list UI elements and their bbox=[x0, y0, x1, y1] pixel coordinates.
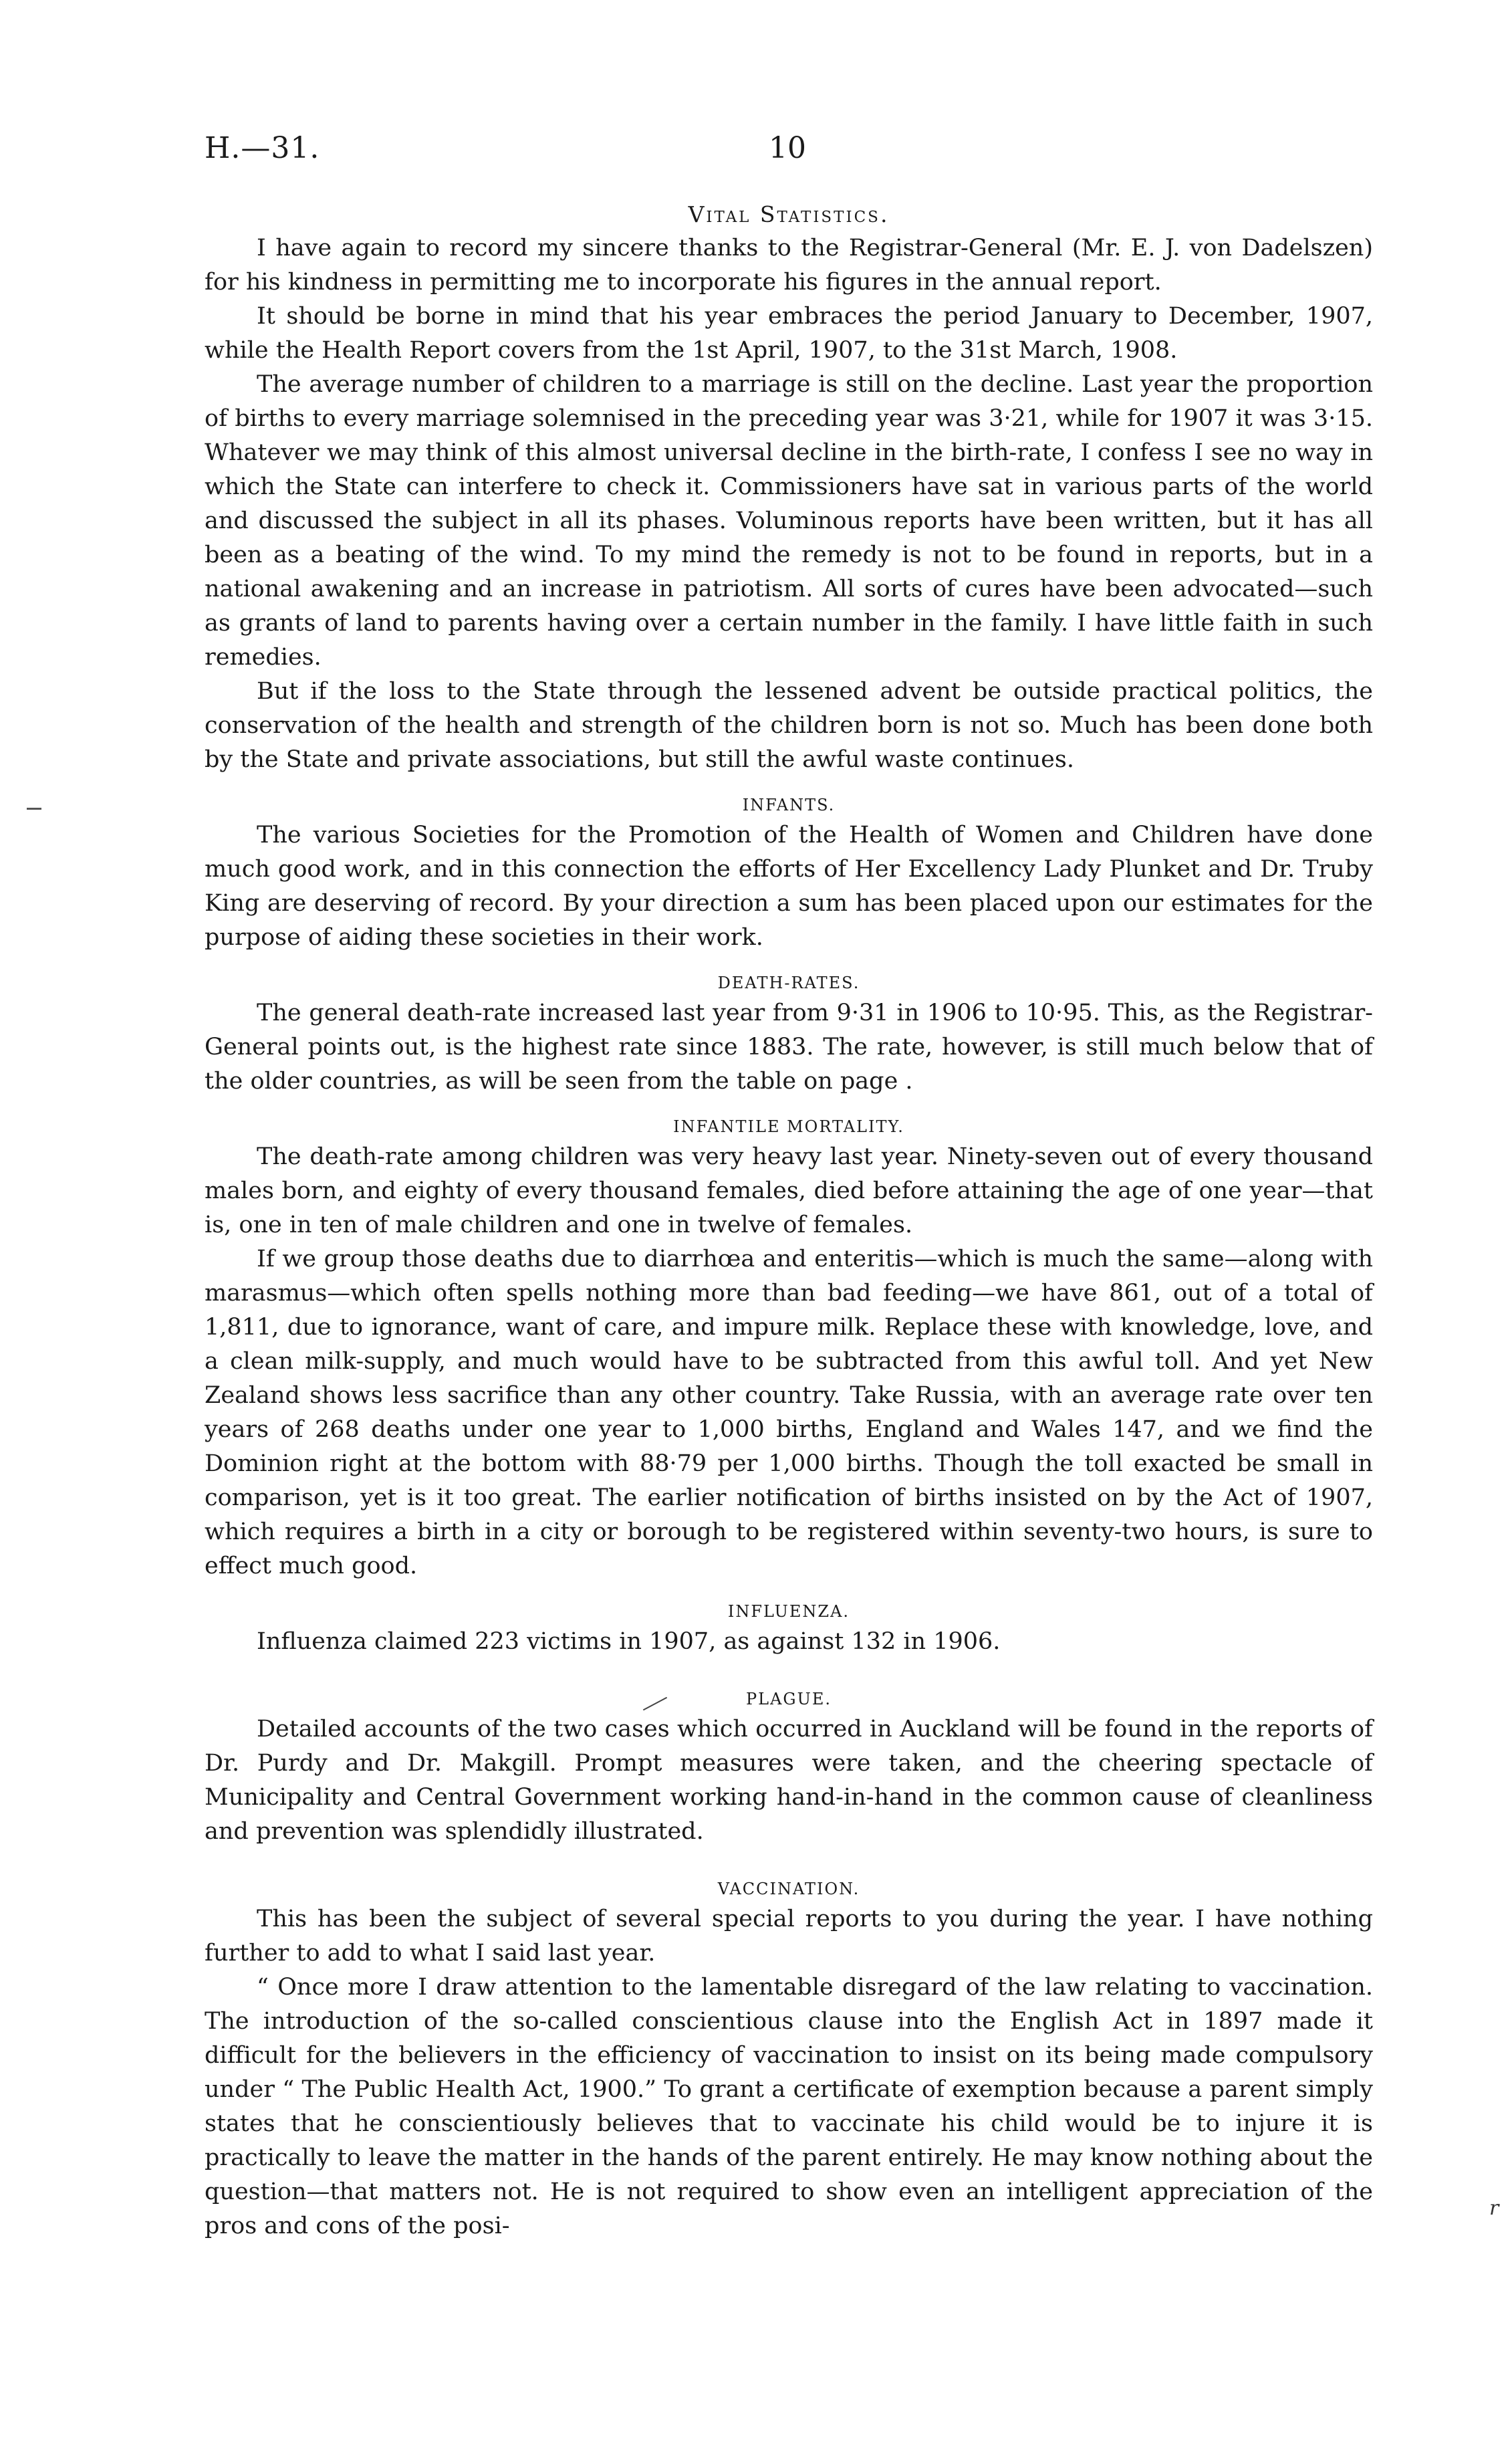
paragraph: Influenza claimed 223 victims in 1907, as against 132 in 1906. bbox=[257, 1628, 1001, 1655]
paragraph: The average number of children to a marriage is still on the decline. Last year the proportion of births to every marriage solemnised in the preceding year was 3·21, while for 1907 it was 3·15. Whatever we may think of this almost universal decline in the birth-rate, I confess I see no way in which the State can interfere to check it. Commissioners have sat in various parts of the world and discussed the subject in all its phases. Voluminous reports have been written, but it has all been as a beating of the wind. To my mind the remedy is not to be found in reports, but in a national awakening and an increase in patriotism. All sorts of cures have been advocated—such as grants of land to parents having over a certain number in the family. I have little faith in such remedies. bbox=[205, 371, 1373, 671]
paragraph: The death-rate among children was very heavy last year. Ninety-seven out of every thousand males born, and eighty of every thousand females, died before attaining the age of one year—that is, one in ten of male children and one in twelve of females. bbox=[205, 1143, 1373, 1238]
paragraph: It should be borne in mind that his year embraces the period January to December, 1907, while the Health Report covers from the 1st April, 1907, to the 31st March, 1908. bbox=[205, 303, 1373, 364]
paragraph: This has been the subject of several special reports to you during the year. I have nothing further to add to what I said last year. bbox=[205, 1906, 1373, 1967]
paragraph: The various Societies for the Promotion of the Health of Women and Children have done much good work, and in this connection the efforts of Her Excellency Lady Plunket and Dr. Truby King are deserving of record. By your direction a sum has been placed upon our estimates for the purpose of aiding these societies in their work. bbox=[205, 822, 1373, 951]
document-code: H.—31. bbox=[205, 131, 320, 165]
paragraph: But if the loss to the State through the lessened advent be outside practical politics, the conservation of the health and strength of the children born is not so. Much has been done both by the State and private associations, but still the awful waste continues. bbox=[205, 678, 1373, 773]
section-title-death-rates: DEATH-RATES. bbox=[717, 974, 860, 992]
paragraph-quote: “ Once more I draw attention to the lamentable disregard of the law relating to vaccination. The introduction of the so-called conscientious clause into the English Act in 1897 made it difficult for the believers in the efficiency of vaccination to insist on its being made compulsory under “ The Public Health Act, 1900.” To grant a certificate of exemption because a parent simply states that he conscientiously believes that to vaccinate his child would be to injure it is practically to leave the matter in the hands of the parent entirely. He may know nothing about the question—that matters not. He is not required to show even an intelligent appreciation of the pros and cons of the posi- bbox=[205, 1974, 1373, 2239]
section-title-influenza: INFLUENZA. bbox=[727, 1602, 850, 1621]
page-number: 10 bbox=[769, 131, 806, 165]
section-title-vital-statistics: Vital Statistics. bbox=[688, 201, 890, 227]
paragraph: I have again to record my sincere thanks to the Registrar-General (Mr. E. J. von Dadelszen) for his kindness in permitting me to incorporate his figures in the annual report. bbox=[205, 235, 1373, 296]
section-title-infants: INFANTS. bbox=[742, 796, 836, 814]
body-text bbox=[205, 197, 1373, 2243]
section-title-infantile-mortality: INFANTILE MORTALITY. bbox=[673, 1117, 904, 1136]
section-title-plague: PLAGUE. bbox=[746, 1690, 832, 1708]
section-title-vaccination: VACCINATION. bbox=[717, 1880, 860, 1898]
paragraph: The general death-rate increased last year from 9·31 in 1906 to 10·95. This, as the Registrar-General points out, is the highest rate since 1883. The rate, however, is still much below that of the older countries, as will be seen from the table on page . bbox=[205, 1000, 1373, 1095]
paragraph: Detailed accounts of the two cases which occurred in Auckland will be found in the reports of Dr. Purdy and Dr. Makgill. Prompt measures were taken, and the cheering spectacle of Municipality and Central Government working hand-in-hand in the common cause of cleanliness and prevention was splendidly illustrated. bbox=[205, 1716, 1373, 1845]
margin-mark bbox=[27, 808, 41, 810]
margin-glyph: r bbox=[1489, 2197, 1499, 2220]
paragraph: If we group those deaths due to diarrhœa and enteritis—which is much the same—along with marasmus—which often spells nothing more than bad feeding—we have 861, out of a total of 1,811, due to ignorance, want of care, and impure milk. Replace these with knowledge, love, and a clean milk-supply, and much would have to be subtracted from this awful toll. And yet New Zealand shows less sacrifice than any other country. Take Russia, with an average rate over ten years of 268 deaths under one year to 1,000 births, England and Wales 147, and we find the Dominion right at the bottom with 88·79 per 1,000 births. Though the toll exacted be small in comparison, yet is it too great. The earlier notification of births insisted on by the Act of 1907, which requires a birth in a city or borough to be registered within seventy-two hours, is sure to effect much good. bbox=[205, 1246, 1373, 1579]
